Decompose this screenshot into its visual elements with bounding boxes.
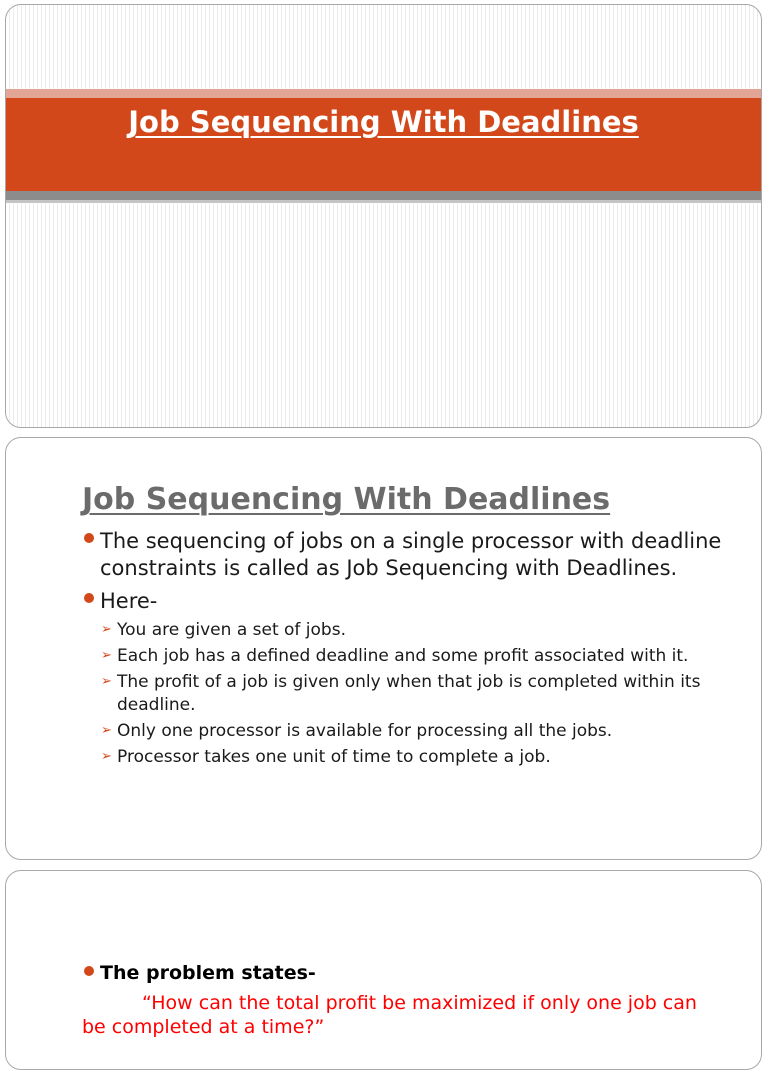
sub-bullet-item xyxy=(100,645,722,668)
arrowhead-bullet-icon: ➢ xyxy=(101,749,112,764)
slide-3[interactable] xyxy=(5,870,762,1070)
sub-bullet-text: You are given a set of jobs. xyxy=(117,620,346,640)
title-band-shadow xyxy=(6,191,761,200)
slide-1[interactable] xyxy=(5,4,762,428)
sub-bullet-text: Processor takes one unit of time to complete a job. xyxy=(117,747,551,767)
slide-1-title: Job Sequencing With Deadlines xyxy=(128,105,639,139)
bullet-text: Here- xyxy=(100,589,158,613)
sub-bullet-text: The profit of a job is given only when that job is completed within its deadline. xyxy=(117,672,701,715)
arrowhead-bullet-icon: ➢ xyxy=(101,674,112,689)
bullet-item xyxy=(82,528,722,582)
bullet-item xyxy=(82,588,722,769)
slide-2[interactable] xyxy=(5,437,762,860)
sub-bullet-item xyxy=(100,720,722,743)
sub-bullet-item xyxy=(100,746,722,769)
round-bullet-icon xyxy=(84,593,94,603)
problem-bullet-text: The problem states- xyxy=(100,962,316,984)
sub-bullet-item xyxy=(100,619,722,642)
round-bullet-icon xyxy=(84,966,94,976)
round-bullet-icon xyxy=(84,533,94,543)
sub-bullet-item xyxy=(100,671,722,717)
arrowhead-bullet-icon: ➢ xyxy=(101,723,112,738)
problem-bullet xyxy=(82,961,316,985)
title-band-top-stripe xyxy=(6,89,761,98)
sub-bullet-text: Only one processor is available for processing all the jobs. xyxy=(117,721,613,741)
bullet-list xyxy=(82,528,722,775)
arrowhead-bullet-icon: ➢ xyxy=(101,648,112,663)
title-band-shadow-light xyxy=(6,200,761,203)
sub-bullet-list xyxy=(100,619,722,769)
slide-2-title: Job Sequencing With Deadlines xyxy=(82,482,611,517)
problem-quote: “How can the total profit be maximized if only one job can be completed at a time?” xyxy=(82,992,697,1038)
bullet-text: The sequencing of jobs on a single processor with deadline constraints is called as Job Sequencing with Deadlines. xyxy=(100,529,722,580)
arrowhead-bullet-icon: ➢ xyxy=(101,622,112,637)
sub-bullet-text: Each job has a defined deadline and some profit associated with it. xyxy=(117,646,689,666)
